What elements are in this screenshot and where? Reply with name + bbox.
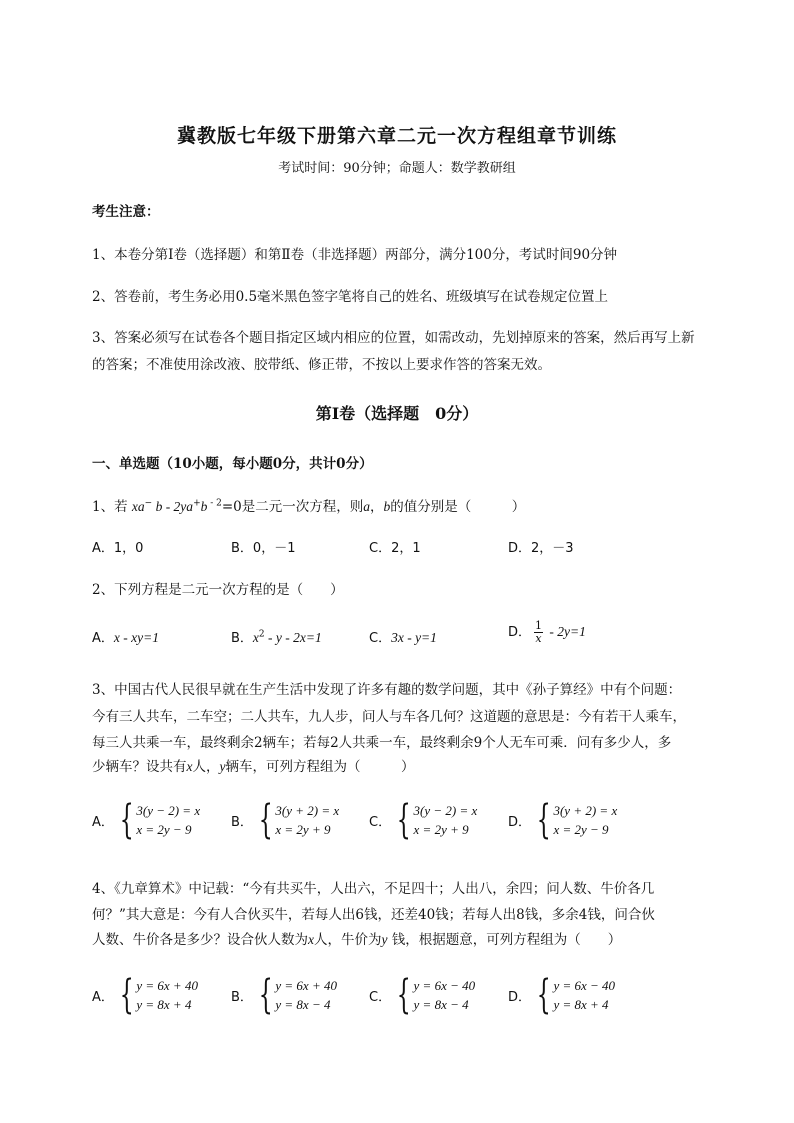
q3-var-y: y	[219, 759, 226, 774]
q2-option-a-label: A．	[92, 631, 114, 646]
brace-icon: {	[258, 972, 273, 1018]
q3-line4-a: 少辆车？设共有	[92, 759, 187, 775]
fraction-numerator: 1	[535, 619, 543, 632]
q4-option-c-eq2: y = 8x − 4	[413, 997, 469, 1012]
q3-option-a-eq1: 3(y − 2) = x	[136, 803, 201, 818]
q3-option-a-label: A．	[92, 814, 114, 830]
q4-option-b-label: B．	[231, 989, 253, 1005]
q3-option-b-eq2: x = 2y + 9	[275, 822, 331, 837]
brace-icon: {	[396, 797, 411, 843]
q3-line4-b: 人，	[192, 759, 220, 775]
q4-option-d-label: D．	[508, 989, 532, 1005]
q3-line4-c: 辆车，可列方程组为（ ）	[225, 759, 415, 775]
q3-option-d[interactable]	[508, 797, 618, 843]
q3-option-c-eq2: x = 2y + 9	[413, 822, 469, 837]
q1-prefix: 1、若	[92, 499, 128, 515]
q4-option-a-eq2: y = 8x + 4	[136, 997, 192, 1012]
q1-expr-d: =0	[221, 499, 242, 515]
q2-option-b[interactable]	[231, 627, 322, 646]
q2-option-d-fraction	[534, 620, 543, 645]
q1-option-c[interactable]: C．2，1	[369, 541, 421, 556]
q1-expr-b: b - 2ya	[152, 499, 194, 514]
q4-option-c[interactable]	[369, 972, 476, 1018]
q4-line3-b: 人，牛价为	[314, 932, 382, 948]
q2-option-b-sup: 2	[258, 629, 265, 640]
q4-line3-c: 钱，根据题意，可列方程组为（ ）	[387, 932, 622, 948]
q3-option-d-label: D．	[508, 814, 532, 830]
notice-item-1: 1、本卷分第Ⅰ卷（选择题）和第Ⅱ卷（非选择题）两部分，满分100分，考试时间90分钟	[92, 247, 618, 263]
brace-icon: {	[258, 797, 273, 843]
question-2-stem: 2、下列方程是二元一次方程的是（ ）	[92, 582, 344, 598]
q4-line3-a: 人数、牛价各是多少？设合伙人数为	[92, 932, 308, 948]
brace-icon: {	[119, 797, 134, 843]
q3-option-d-eq2: x = 2y − 9	[553, 822, 609, 837]
q4-option-b-eq2: y = 8x − 4	[275, 997, 331, 1012]
q4-option-d-eq1: y = 6x − 40	[553, 978, 616, 993]
q3-option-d-eq1: 3(y + 2) = x	[553, 803, 618, 818]
question-4-line-1: 4、《九章算术》中记载：“今有共买牛，人出六，不足四十；人出八，余四；问人数、牛价各几	[92, 881, 655, 897]
q4-option-d-eq2: y = 8x + 4	[553, 997, 609, 1012]
q4-var-x: x	[308, 932, 314, 947]
question-4-line-2: 何？”其大意是：今有人合伙买牛，若每人出6钱，还差40钱；若每人出8钱，多余4钱，问合伙	[92, 907, 655, 923]
q2-option-a-expr: x - xy=1	[113, 630, 159, 645]
q1-option-b[interactable]: B．0，－1	[231, 541, 296, 556]
q2-option-c-expr: 3x - y=1	[391, 630, 437, 645]
q3-option-c-label: C．	[369, 814, 392, 830]
q2-option-b-rest: - y - 2x=1	[264, 630, 322, 645]
notice-item-2: 2、答卷前，考生务必用0.5毫米黑色签字笔将自己的姓名、班级填写在试卷规定位置上	[92, 289, 609, 305]
question-1-stem	[92, 495, 525, 515]
q3-option-c[interactable]	[369, 797, 478, 843]
notice-item-3-cont: 的答案；不准使用涂改液、胶带纸、修正带，不按以上要求作答的答案无效。	[92, 357, 551, 373]
q4-option-d[interactable]	[508, 972, 616, 1018]
q4-option-a[interactable]	[92, 972, 198, 1018]
q3-option-a-eq2: x = 2y − 9	[136, 822, 192, 837]
q2-option-a[interactable]	[92, 627, 159, 646]
question-4-line-3	[92, 928, 621, 948]
brace-icon: {	[536, 797, 551, 843]
q3-option-a[interactable]	[92, 797, 201, 843]
brace-icon: {	[119, 972, 134, 1018]
q1-var-b: b	[383, 499, 391, 514]
q4-option-b[interactable]	[231, 972, 337, 1018]
q4-option-b-eq1: y = 6x + 40	[275, 978, 337, 993]
q4-option-a-label: A．	[92, 989, 114, 1005]
q2-option-d[interactable]	[508, 620, 586, 645]
q3-var-x: x	[186, 759, 193, 774]
exam-info: 考试时间：90分钟；命题人：数学教研组	[278, 161, 516, 176]
q1-tail: 的值分别是（ ）	[390, 499, 526, 515]
q3-option-b[interactable]	[231, 797, 340, 843]
q2-option-b-label: B．	[231, 631, 253, 646]
question-3-line-1: 3、中国古代人民很早就在生产生活中发现了许多有趣的数学问题，其中《孙子算经》中有个问题：	[92, 682, 682, 698]
question-3-line-2: 今有三人共车，二车空；二人共车，九人步，问人与车各几何？这道题的意思是：今有若干人乘车，	[92, 709, 686, 725]
q1-suffix: 是二元一次方程，则	[241, 499, 364, 515]
q2-option-d-label: D．	[508, 625, 532, 640]
q1-var-a: a	[363, 499, 371, 514]
q4-var-y: y	[381, 932, 388, 947]
q1-expr-b-sup: +	[193, 498, 201, 509]
q4-option-c-label: C．	[369, 989, 392, 1005]
question-3-line-3: 每三人共乘一车，最终剩余2辆车；若每2人共乘一车，最终剩余9个人无车可乘．问有多少人，多	[92, 735, 672, 751]
q1-expr-c-sup: - 2	[207, 498, 222, 509]
q1-option-a[interactable]: A．1，0	[92, 541, 144, 556]
q2-option-c[interactable]	[369, 627, 437, 646]
q1-expr-a: xa	[131, 499, 145, 514]
notice-item-3: 3、答案必须写在试卷各个题目指定区域内相应的位置，如需改动，先划掉原来的答案，然后再写上新	[92, 330, 695, 346]
brace-icon: {	[536, 972, 551, 1018]
q1-expr-c: b	[200, 499, 208, 514]
q2-option-d-rest: - 2y=1	[546, 624, 586, 639]
q1-option-d[interactable]: D．2，－3	[508, 541, 574, 556]
q2-option-c-label: C．	[369, 631, 392, 646]
section1-heading: 一、单选题（10小题，每小题0分，共计0分）	[92, 456, 373, 472]
q3-option-b-eq1: 3(y + 2) = x	[275, 803, 340, 818]
fraction-denominator: x	[535, 632, 542, 645]
q1-expr-a-sup: −	[144, 498, 153, 509]
part1-title: 第Ⅰ卷（选择题 0分）	[315, 404, 479, 423]
q2-option-b-x: x	[252, 630, 259, 645]
q3-option-c-eq1: 3(y − 2) = x	[413, 803, 478, 818]
q3-option-b-label: B．	[231, 814, 253, 830]
question-3-line-4	[92, 755, 415, 775]
q4-option-a-eq1: y = 6x + 40	[136, 978, 198, 993]
document-title: 冀教版七年级下册第六章二元一次方程组章节训练	[176, 125, 617, 147]
notice-heading: 考生注意：	[92, 204, 160, 220]
brace-icon: {	[396, 972, 411, 1018]
q4-option-c-eq1: y = 6x − 40	[413, 978, 476, 993]
q1-sep: ，	[370, 499, 384, 515]
